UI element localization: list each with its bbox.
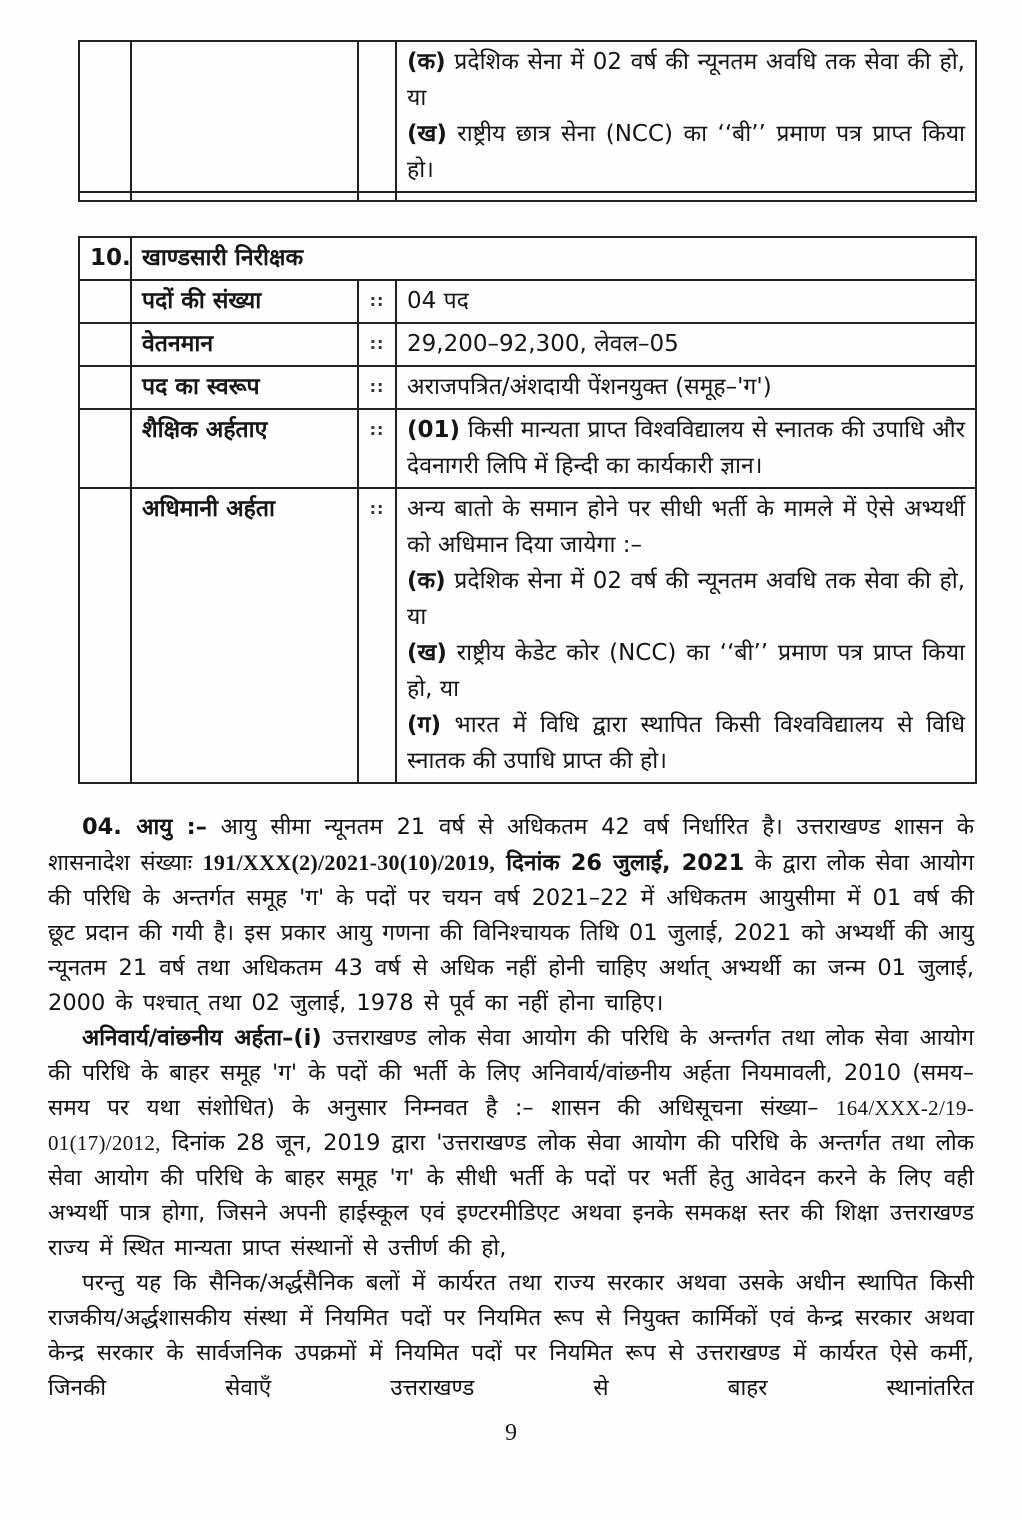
serial-cell-empty (79, 280, 131, 323)
value-cell (396, 41, 976, 192)
row-value: 04 पद (396, 280, 976, 323)
paragraph-age (48, 810, 974, 1021)
government-order-number: 191/XXX(2)/2021-30(10)/2019, (202, 850, 496, 875)
post-title-row (79, 237, 976, 280)
preference-item (407, 44, 965, 116)
item-text: राष्ट्रीय केडेट कोर (NCC) का ‘‘बी’’ प्रमाण पत्र प्राप्त किया हो, या (407, 640, 966, 702)
preference-row (79, 488, 976, 783)
serial-cell-empty (79, 323, 131, 366)
post-serial: 10. (79, 237, 131, 280)
government-order-date: दिनांक 26 जुलाई, 2021 (495, 850, 745, 876)
spacer-cell (358, 192, 396, 201)
item-text: किसी मान्यता प्राप्त विश्वविद्यालय से स्नातक की उपाधि और देवनागरी लिपि में हिन्दी का कार्यकारी ज्ञान। (407, 417, 966, 479)
row-value (396, 488, 976, 783)
preference-intro: अन्य बातो के समान होने पर सीधी भर्ती के मामले में ऐसे अभ्यर्थी को अधिमान दिया जायेगा :– (407, 496, 966, 558)
item-marker: (क) (407, 49, 446, 75)
row-label: अधिमानी अर्हता (131, 488, 358, 783)
paragraph-proviso (48, 1266, 974, 1406)
separator: :: (358, 409, 396, 488)
row-label: शैक्षिक अर्हताए (131, 409, 358, 488)
row-label: वेतनमान (131, 323, 358, 366)
item-text: प्रदेशिक सेना में 02 वर्ष की न्यूनतम अवधि तक सेवा की हो, या (407, 49, 965, 111)
row-value: 29,200–92,300, लेवल–05 (396, 323, 976, 366)
proviso-text: परन्तु यह कि सैनिक/अर्द्धसैनिक बलों में कार्यरत तथा राज्य सरकार अथवा उसके अधीन स्थापित किसी राजकीय/अर्द्धशासकीय संस्था में नियमित पदों पर नियमित रूप से नियुक्त कार्मिकों एवं केन्द्र सरकार अथवा केन्द्र सरकार के सार्वजनिक उपक्रमों में नियमित पदों पर नियमित रूप से उत्तराखण्ड में कार्यरत ऐसे कर्मी, जिनकी सेवाएँ उत्तराखण्ड से बाहर स्थानांतरित (48, 1270, 974, 1401)
preference-item (407, 563, 965, 635)
table-row-spacer (79, 192, 976, 201)
post-title: खाण्डसारी निरीक्षक (131, 237, 976, 280)
post-table (78, 236, 977, 784)
education-row (79, 409, 976, 488)
item-marker: (ग) (407, 712, 441, 738)
item-marker: (ख) (407, 121, 447, 147)
item-marker: (01) (407, 417, 461, 443)
serial-cell-empty (79, 488, 131, 783)
separator: :: (358, 366, 396, 409)
row-value (396, 409, 976, 488)
item-marker: (क) (407, 568, 446, 594)
separator: :: (358, 323, 396, 366)
spacer-cell (396, 192, 976, 201)
preference-item (407, 635, 965, 707)
serial-cell-empty (79, 409, 131, 488)
serial-cell-empty (79, 366, 131, 409)
notification-number: 164/XXX-2/19-01(17)/2012, (48, 1096, 974, 1155)
age-text-2: के द्वारा लोक सेवा आयोग की परिधि के अन्तर्गत समूह 'ग' के पदों पर चयन वर्ष 2021–22 में अधिकतम आयुसीमा में 01 वर्ष की छूट प्रदान की गयी है। इस प्रकार आयु गणना की विनिश्चायक तिथि 01 जुलाई, 2021 को अभ्यर्थी की आयु न्यूनतम 21 वर्ष तथा अधिकतम 43 वर्ष से अधिक नहीं होनी चाहिए अर्थात् अभ्यर्थी का जन्म 01 जुलाई, 2000 के पश्चात् तथा 02 जुलाई, 1978 से पूर्व का नहीं होना चाहिए। (48, 850, 975, 1016)
row-label: पदों की संख्या (131, 280, 358, 323)
spacer-cell (79, 192, 131, 201)
label-cell-empty (131, 41, 358, 192)
page-number: 9 (505, 1420, 517, 1446)
item-marker: (ख) (407, 640, 447, 666)
serial-cell-empty (79, 41, 131, 192)
preference-item (407, 707, 965, 779)
separator: :: (358, 488, 396, 783)
item-text: भारत में विधि द्वारा स्थापित किसी विश्वविद्यालय से विधि स्नातक की उपाधि प्राप्त की हो। (407, 712, 966, 774)
age-heading: 04. आयु :– (82, 814, 207, 840)
continued-table (78, 40, 977, 202)
table-row (79, 323, 976, 366)
table-row (79, 41, 976, 192)
age-text-1: आयु सीमा न्यूनतम 21 वर्ष से अधिकतम 42 वर्ष निर्धारित है। उत्तराखण्ड शासन के शासनादेश संख्याः (48, 814, 974, 876)
eligibility-heading: अनिवार्य/वांछनीय अर्हता–(i) (82, 1025, 322, 1051)
separator: :: (358, 280, 396, 323)
preference-item (407, 116, 965, 188)
item-text: राष्ट्रीय छात्र सेना (NCC) का ‘‘बी’’ प्रमाण पत्र प्राप्त किया हो। (407, 121, 965, 183)
eligibility-text-1: उत्तराखण्ड लोक सेवा आयोग की परिधि के अन्तर्गत तथा लोक सेवा आयोग की परिधि के बाहर समूह 'ग' के पदों की भर्ती के लिए अनिवार्य/वांछनीय अर्हता नियमावली, 2010 (समय–समय पर यथा संशोधित) के अनुसार निम्नवत है :– शासन की अधिसूचना संख्या– (48, 1025, 975, 1121)
table-row (79, 280, 976, 323)
separator-cell-empty (358, 41, 396, 192)
eligibility-text-2: दिनांक 28 जून, 2019 द्वारा 'उत्तराखण्ड लोक सेवा आयोग की परिधि के अन्तर्गत तथा लोक सेवा आयोग की परिधि के बाहर समूह 'ग' के सीधी भर्ती के पदों पर भर्ती हेतु आवेदन करने के लिए वही अभ्यर्थी पात्र होगा, जिसने अपनी हाईस्कूल एवं इण्टरमीडिएट अथवा इनके समकक्ष स्तर की शिक्षा उत्तराखण्ड राज्य में स्थित मान्यता प्राप्त संस्थानों से उत्तीर्ण की हो, (48, 1130, 974, 1261)
row-value: अराजपत्रित/अंशदायी पेंशनयुक्त (समूह–'ग') (396, 366, 976, 409)
paragraph-eligibility (48, 1021, 974, 1266)
spacer-cell (131, 192, 358, 201)
table-row (79, 366, 976, 409)
row-label: पद का स्वरूप (131, 366, 358, 409)
education-text (407, 412, 965, 484)
item-text: प्रदेशिक सेना में 02 वर्ष की न्यूनतम अवधि तक सेवा की हो, या (407, 568, 966, 630)
